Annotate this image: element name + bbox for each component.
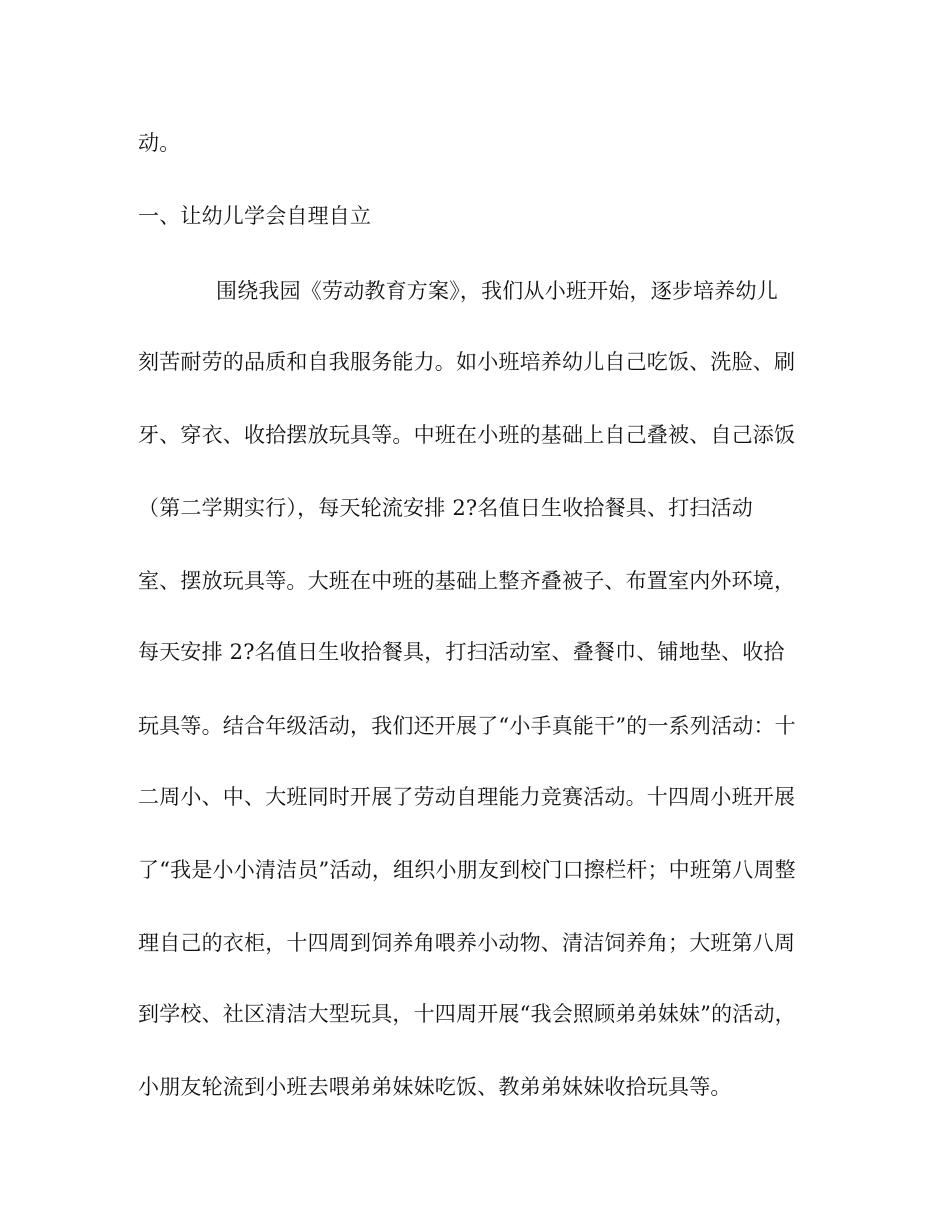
paragraph-line: 二周小、中、大班同时开展了劳动自理能力竞赛活动。十四周小班开展 xyxy=(138,785,796,809)
paragraph-line: 理自己的衣柜，十四周到饲养角喂养小动物、清洁饲养角；大班第八周 xyxy=(138,931,796,955)
text-line-continuation: 动。 xyxy=(138,131,181,155)
paragraph-line: 每天安排 2?名值日生收拾餐具，打扫活动室、叠餐巾、铺地垫、收拾 xyxy=(138,640,785,664)
paragraph-line: 了“我是小小清洁员”活动，组织小朋友到校门口擦栏杆；中班第八周整 xyxy=(138,858,796,882)
paragraph-line: 围绕我园《劳动教育方案》，我们从小班开始，逐步培养幼儿 xyxy=(216,279,778,303)
paragraph-line: （第二学期实行），每天轮流安排 2?名值日生收拾餐具、打扫活动 xyxy=(138,496,753,520)
paragraph-line: 室、摆放玩具等。大班在中班的基础上整齐叠被子、布置室内外环境， xyxy=(138,569,796,593)
paragraph-line: 玩具等。结合年级活动，我们还开展了“小手真能干”的一系列活动：十 xyxy=(138,714,796,738)
section-heading: 一、让幼儿学会自理自立 xyxy=(138,204,372,228)
paragraph-line: 刻苦耐劳的品质和自我服务能力。如小班培养幼儿自己吃饭、洗脸、刷 xyxy=(138,350,796,374)
paragraph-line: 到学校、社区清洁大型玩具，十四周开展“我会照顾弟弟妹妹”的活动， xyxy=(138,1002,796,1026)
paragraph-line: 小朋友轮流到小班去喂弟弟妹妹吃饭、教弟弟妹妹收拾玩具等。 xyxy=(138,1075,732,1099)
paragraph-line: 牙、穿衣、收拾摆放玩具等。中班在小班的基础上自己叠被、自己添饭 xyxy=(138,423,796,447)
